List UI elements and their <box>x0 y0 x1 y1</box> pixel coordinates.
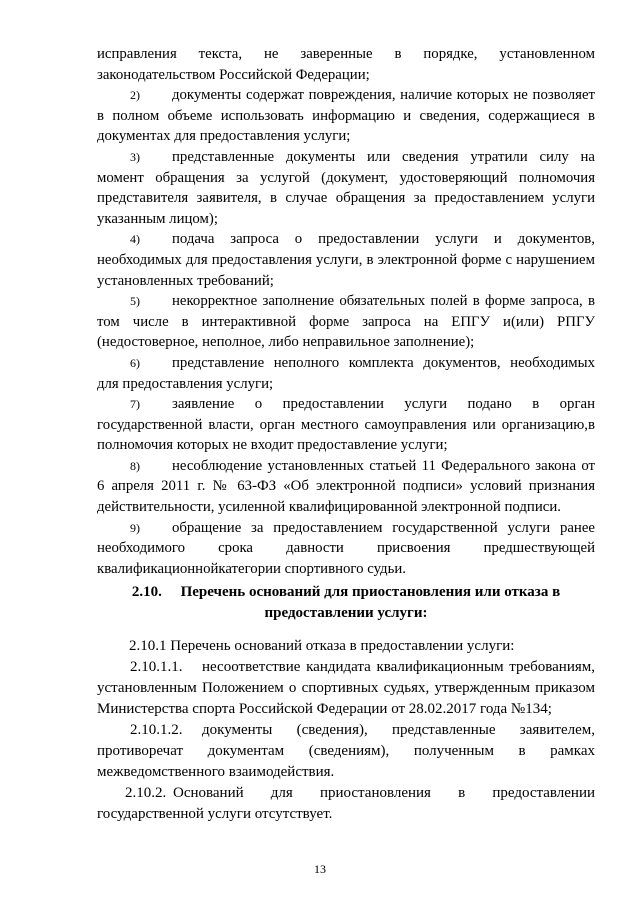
subsection-list <box>97 636 595 825</box>
list-item-number: 3) <box>130 149 140 164</box>
reasons-list <box>97 44 595 579</box>
subsection-number: 2.10.2. <box>125 785 167 801</box>
section-heading <box>97 582 595 624</box>
list-item: 8) несоблюдение установленных статьей 11 Федерального закона от 6 апреля 2011 г. № 63-ФЗ «Об электронной подписи» условий признания действительности, усиленной квалифицированной электронной подписи. <box>97 457 595 516</box>
page-number: 13 <box>314 862 326 876</box>
list-item-number: 7) <box>130 397 140 412</box>
subsection-number: 2.10.1.2. <box>130 722 183 738</box>
subsection-heading: 2.10.1 Перечень оснований отказа в предоставлении услуги: <box>129 638 515 654</box>
list-item-continuation: исправления текста, не заверенные в порядке, установленном законодательством Российской Федерации; <box>97 46 595 83</box>
list-item-number: 4) <box>130 232 140 247</box>
list-item-number: 9) <box>130 520 140 535</box>
list-item-number: 2) <box>130 88 140 103</box>
section-number: 2.10. <box>131 584 162 600</box>
list-item: 9) обращение за предоставлением государственной услуги ранее необходимого срока давности присвоения предшествующей квалификационнойкатегории спортивного судьи. <box>97 519 595 577</box>
list-item: 5) некорректное заполнение обязательных полей в форме запроса, в том числе в интерактивной форме запроса на ЕПГУ и(или) РПГУ (недостоверное, неполное, либо неправильное заполнение); <box>97 293 595 351</box>
list-item: 6) представление неполного комплекта документов, необходимых для предоставления услуги; <box>97 354 595 392</box>
list-item-number: 6) <box>130 355 140 370</box>
list-item: 7) заявление о предоставлении услуги подано в орган государственной власти, орган местного самоуправления или организацию,в полномочия которых не входит предоставление услуги; <box>97 396 595 454</box>
section-title-line2: предоставлении услуги: <box>264 605 428 621</box>
subsection-item: 2.10.1.1. несоответствие кандидата квалификационным требованиям, установленным Положением о спортивных судьях, утвержденным приказом Министерства спорта Российской Федерации от 28.02.2017 года №134; <box>97 659 595 717</box>
list-item: 4) подача запроса о предоставлении услуги и документов, необходимых для предоставления услуги, в электронной форме с нарушением установленных требований; <box>97 231 595 289</box>
subsection-item: 2.10.1.2. документы (сведения), представленные заявителем, противоречат документам (сведениям), полученным в рамках межведомственного взаимодействия. <box>97 722 595 780</box>
list-item: 3) представленные документы или сведения утратили силу на момент обращения за услугой (документ, удостоверяющий полномочия представителя заявителя, в случае обращения за предоставлением услуги указанным лицом); <box>97 148 595 227</box>
subsection-number: 2.10.1.1. <box>130 659 183 675</box>
list-item: 2) документы содержат повреждения, наличие которых не позволяет в полном объеме использовать информацию и сведения, содержащиеся в документах для предоставления услуги; <box>97 87 595 145</box>
subsection-item: 2.10.2. Оснований для приостановления в предоставлении государственной услуги отсутствует. <box>97 785 595 822</box>
section-title-line1: Перечень оснований для приостановления или отказа в <box>180 584 561 600</box>
list-item-number: 8) <box>130 458 140 473</box>
list-item-number: 5) <box>130 294 140 309</box>
